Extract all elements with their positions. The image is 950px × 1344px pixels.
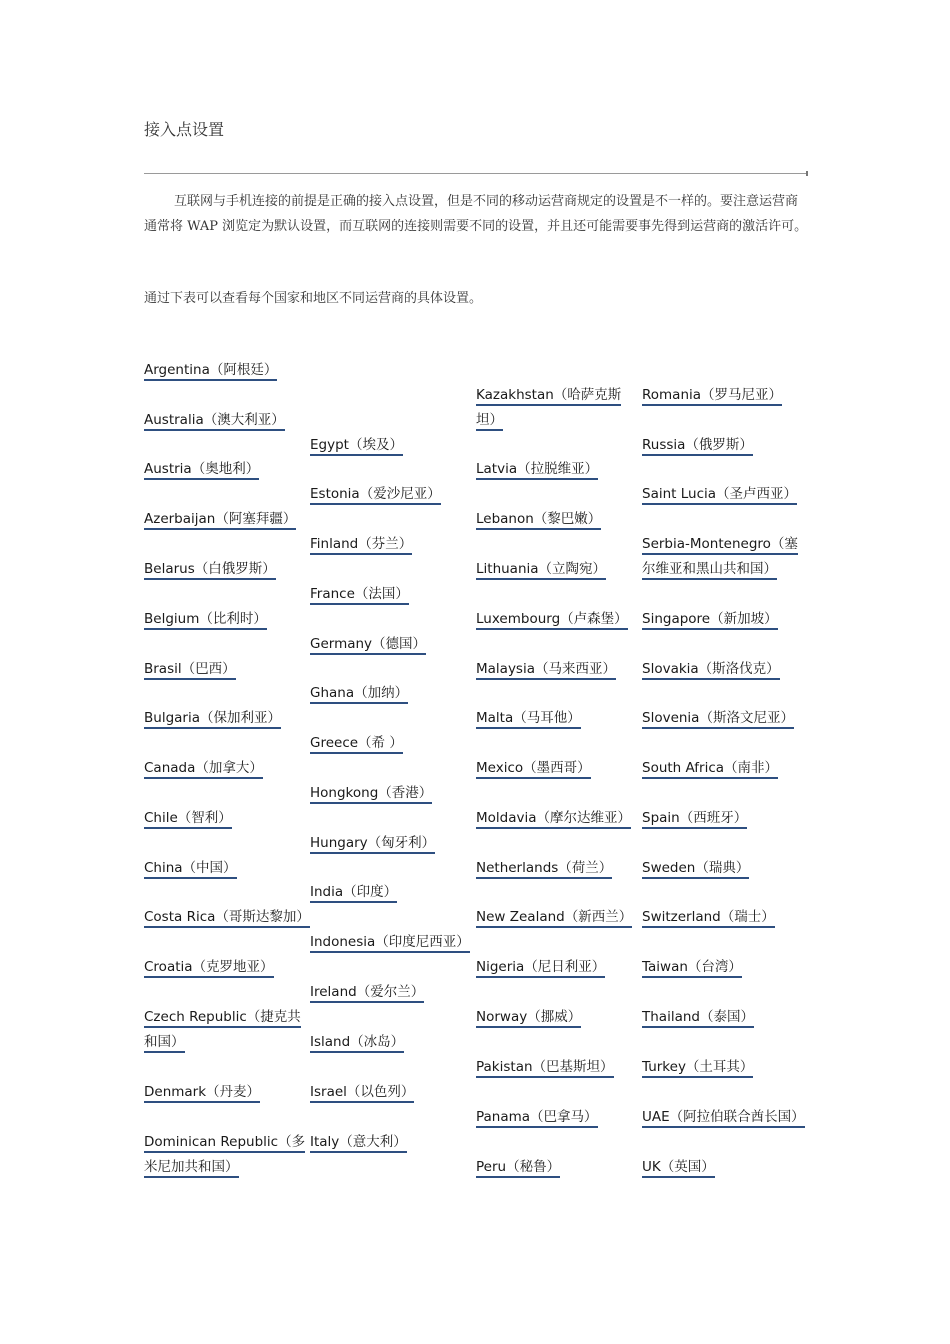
intro-paragraph: 互联网与手机连接的前提是正确的接入点设置，但是不同的移动运营商规定的设置是不一样的。要注意运营商通常将 WAP 浏览定为默认设置，而互联网的连接则需要不同的设置，并且还可能需要事先得到运营商的激活许可。 — [144, 194, 808, 234]
country-link-romania[interactable]: Romania（罗马尼亚） — [642, 383, 808, 408]
country-link-slovenia[interactable]: Slovenia（斯洛文尼亚） — [642, 706, 808, 731]
country-link-serbia-montenegro[interactable]: Serbia-Montenegro（塞尔维亚和黑山共和国） — [642, 532, 808, 582]
country-link-uae[interactable]: UAE（阿拉伯联合酋长国） — [642, 1105, 808, 1130]
country-link-greece[interactable]: Greece（希 ） — [310, 731, 475, 756]
country-link-ireland[interactable]: Ireland（爱尔兰） — [310, 980, 475, 1005]
country-link-finland[interactable]: Finland（芬兰） — [310, 532, 475, 557]
country-link-hongkong[interactable]: Hongkong（香港） — [310, 781, 475, 806]
country-link-taiwan[interactable]: Taiwan（台湾） — [642, 955, 808, 980]
country-link-lebanon[interactable]: Lebanon（黎巴嫩） — [476, 507, 640, 532]
country-link-australia[interactable]: Australia（澳大利亚） — [144, 408, 309, 433]
country-link-new-zealand[interactable]: New Zealand（新西兰） — [476, 905, 640, 930]
country-link-norway[interactable]: Norway（挪威） — [476, 1005, 640, 1030]
country-link-chile[interactable]: Chile（智利） — [144, 806, 309, 831]
country-link-egypt[interactable]: Egypt（埃及） — [310, 433, 475, 458]
country-link-netherlands[interactable]: Netherlands（荷兰） — [476, 856, 640, 881]
country-link-azerbaijan[interactable]: Azerbaijan（阿塞拜疆） — [144, 507, 309, 532]
country-link-spain[interactable]: Spain（西班牙） — [642, 806, 808, 831]
country-link-island[interactable]: Island（冰岛） — [310, 1030, 475, 1055]
country-link-denmark[interactable]: Denmark（丹麦） — [144, 1080, 309, 1105]
country-link-ghana[interactable]: Ghana（加纳） — [310, 681, 475, 706]
country-link-south-africa[interactable]: South Africa（南非） — [642, 756, 808, 781]
country-link-mexico[interactable]: Mexico（墨西哥） — [476, 756, 640, 781]
country-link-russia[interactable]: Russia（俄罗斯） — [642, 433, 808, 458]
country-link-latvia[interactable]: Latvia（拉脱维亚） — [476, 457, 640, 482]
country-link-china[interactable]: China（中国） — [144, 856, 309, 881]
country-link-moldavia[interactable]: Moldavia（摩尔达维亚） — [476, 806, 640, 831]
country-link-lithuania[interactable]: Lithuania（立陶宛） — [476, 557, 640, 582]
country-link-indonesia[interactable]: Indonesia（印度尼西亚） — [310, 930, 475, 955]
country-link-canada[interactable]: Canada（加拿大） — [144, 756, 309, 781]
country-link-costa-rica[interactable]: Costa Rica（哥斯达黎加） — [144, 905, 309, 930]
country-link-belarus[interactable]: Belarus（白俄罗斯） — [144, 557, 309, 582]
country-link-hungary[interactable]: Hungary（匈牙利） — [310, 831, 475, 856]
country-link-uk[interactable]: UK（英国） — [642, 1155, 808, 1180]
country-link-israel[interactable]: Israel（以色列） — [310, 1080, 475, 1105]
country-link-czech-republic[interactable]: Czech Republic（捷克共和国） — [144, 1005, 309, 1055]
country-link-belgium[interactable]: Belgium（比利时） — [144, 607, 309, 632]
country-link-singapore[interactable]: Singapore（新加坡） — [642, 607, 808, 632]
country-link-slovakia[interactable]: Slovakia（斯洛伐克） — [642, 657, 808, 682]
country-link-dominican-republic[interactable]: Dominican Republic（多米尼加共和国） — [144, 1130, 309, 1180]
country-link-thailand[interactable]: Thailand（泰国） — [642, 1005, 808, 1030]
country-link-turkey[interactable]: Turkey（土耳其） — [642, 1055, 808, 1080]
page-title: 接入点设置 — [144, 120, 225, 139]
country-link-france[interactable]: France（法国） — [310, 582, 475, 607]
country-link-austria[interactable]: Austria（奥地利） — [144, 457, 309, 482]
country-link-nigeria[interactable]: Nigeria（尼日利亚） — [476, 955, 640, 980]
country-link-bulgaria[interactable]: Bulgaria（保加利亚） — [144, 706, 309, 731]
country-link-malaysia[interactable]: Malaysia（马来西亚） — [476, 657, 640, 682]
country-link-peru[interactable]: Peru（秘鲁） — [476, 1155, 640, 1180]
country-link-saint-lucia[interactable]: Saint Lucia（圣卢西亚） — [642, 482, 808, 507]
country-link-kazakhstan[interactable]: Kazakhstan（哈萨克斯坦） — [476, 383, 640, 433]
country-link-brasil[interactable]: Brasil（巴西） — [144, 657, 309, 682]
country-link-estonia[interactable]: Estonia（爱沙尼亚） — [310, 482, 475, 507]
country-link-panama[interactable]: Panama（巴拿马） — [476, 1105, 640, 1130]
country-link-germany[interactable]: Germany（德国） — [310, 632, 475, 657]
country-link-italy[interactable]: Italy（意大利） — [310, 1130, 475, 1155]
country-link-switzerland[interactable]: Switzerland（瑞士） — [642, 905, 808, 930]
country-link-luxembourg[interactable]: Luxembourg（卢森堡） — [476, 607, 640, 632]
country-link-argentina[interactable]: Argentina（阿根廷） — [144, 358, 309, 383]
country-link-pakistan[interactable]: Pakistan（巴基斯坦） — [476, 1055, 640, 1080]
country-link-malta[interactable]: Malta（马耳他） — [476, 706, 640, 731]
table-hint-paragraph: 通过下表可以查看每个国家和地区不同运营商的具体设置。 — [144, 291, 483, 306]
country-link-croatia[interactable]: Croatia（克罗地亚） — [144, 955, 309, 980]
country-link-sweden[interactable]: Sweden（瑞典） — [642, 856, 808, 881]
country-link-india[interactable]: India（印度） — [310, 880, 475, 905]
